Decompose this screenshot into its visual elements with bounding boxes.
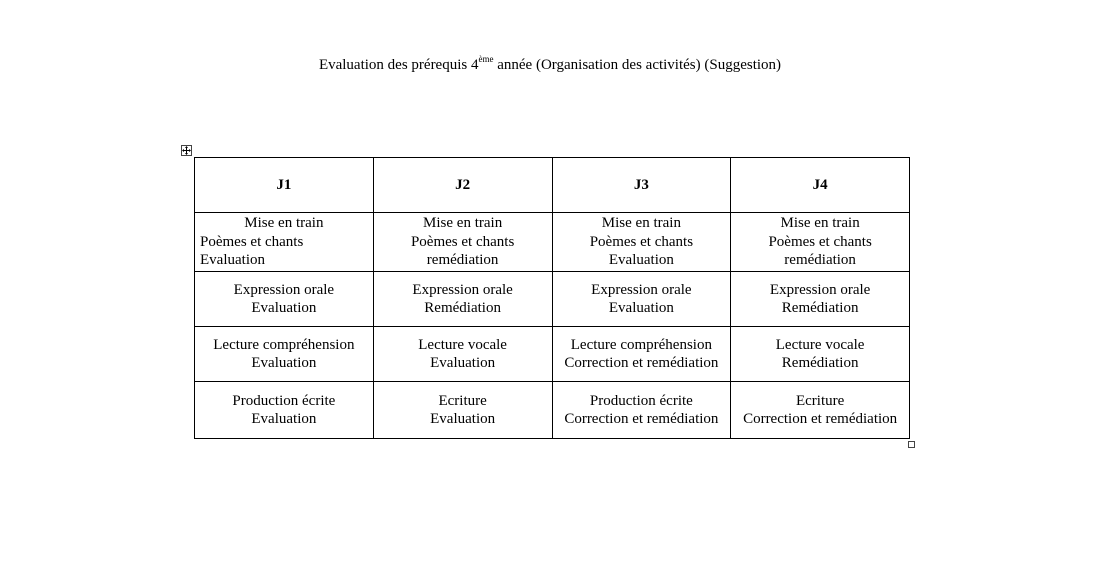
table-resize-handle-icon[interactable] — [908, 441, 915, 448]
cell-line: Lecture vocale — [418, 336, 507, 353]
cell-line: Mise en train — [244, 215, 324, 232]
cell-line: Evaluation — [251, 355, 317, 371]
cell-line: Expression orale — [591, 281, 692, 298]
table-row — [195, 213, 910, 272]
table-cell — [731, 382, 910, 439]
table-move-handle-icon[interactable] — [181, 145, 192, 156]
cell-line: Correction et remédiation — [743, 411, 898, 427]
cell-line: Production écrite — [232, 392, 336, 409]
table-cell — [373, 327, 552, 382]
cell-line: remédiation — [784, 252, 856, 269]
cell-line: Evaluation — [251, 300, 317, 316]
cell-line: Mise en train — [780, 215, 860, 232]
cell-line: Lecture compréhension — [570, 336, 712, 353]
table-cell — [195, 213, 374, 272]
table-cell — [552, 213, 731, 272]
cell-line: Expression orale — [233, 281, 335, 298]
cell-line: Lecture compréhension — [213, 336, 355, 353]
table-header-row — [195, 158, 910, 213]
cell-line: Poèmes et chants — [200, 233, 304, 250]
cell-line: Poèmes et chants — [768, 233, 872, 250]
header-cell-j3: J3 — [552, 158, 731, 213]
document-title — [0, 55, 1096, 75]
table-cell — [552, 327, 731, 382]
cell-line: Poèmes et chants — [410, 233, 515, 250]
table-row — [195, 327, 910, 382]
table-cell — [373, 272, 552, 327]
cell-line: Evaluation — [430, 355, 496, 371]
cell-line: Evaluation — [430, 411, 496, 427]
cell-line: Poèmes et chants — [589, 233, 694, 250]
cell-line: Correction et remédiation — [564, 411, 719, 427]
table-cell — [195, 327, 374, 382]
header-cell-j4: J4 — [731, 158, 910, 213]
cell-line: Evaluation — [608, 300, 674, 316]
cell-line: Expression orale — [769, 281, 871, 298]
cell-line: remédiation — [426, 252, 499, 269]
header-cell-j2: J2 — [373, 158, 552, 213]
schedule-table — [194, 157, 910, 439]
title-suffix: année (Organisation des activités) (Suggestion) — [493, 57, 782, 73]
table-cell — [373, 382, 552, 439]
cell-line: Evaluation — [200, 252, 265, 269]
table-cell — [731, 272, 910, 327]
cell-line: Mise en train — [423, 215, 503, 232]
cell-line: Correction et remédiation — [564, 355, 719, 371]
table-cell — [373, 213, 552, 272]
cell-line: Remédiation — [424, 300, 501, 316]
title-prefix: Evaluation des prérequis 4 — [318, 57, 479, 73]
cell-line: Evaluation — [251, 411, 317, 427]
cell-line: Production écrite — [589, 392, 693, 409]
cell-line: Ecriture — [438, 392, 487, 409]
header-cell-j1: J1 — [195, 158, 374, 213]
table-row — [195, 382, 910, 439]
table-cell — [195, 382, 374, 439]
cell-line: Expression orale — [412, 281, 513, 298]
cell-line: Mise en train — [601, 215, 681, 232]
table-cell — [731, 327, 910, 382]
table-cell — [552, 272, 731, 327]
table-cell — [731, 213, 910, 272]
cell-line: Remédiation — [781, 300, 859, 316]
cell-line: Ecriture — [795, 392, 845, 409]
cell-line: Evaluation — [608, 252, 674, 269]
title-superscript: ème — [478, 54, 494, 64]
table-cell — [552, 382, 731, 439]
table-cell — [195, 272, 374, 327]
cell-line: Lecture vocale — [775, 336, 865, 353]
four-way-arrow-icon — [182, 146, 191, 155]
table-row — [195, 272, 910, 327]
cell-line: Remédiation — [781, 355, 859, 371]
